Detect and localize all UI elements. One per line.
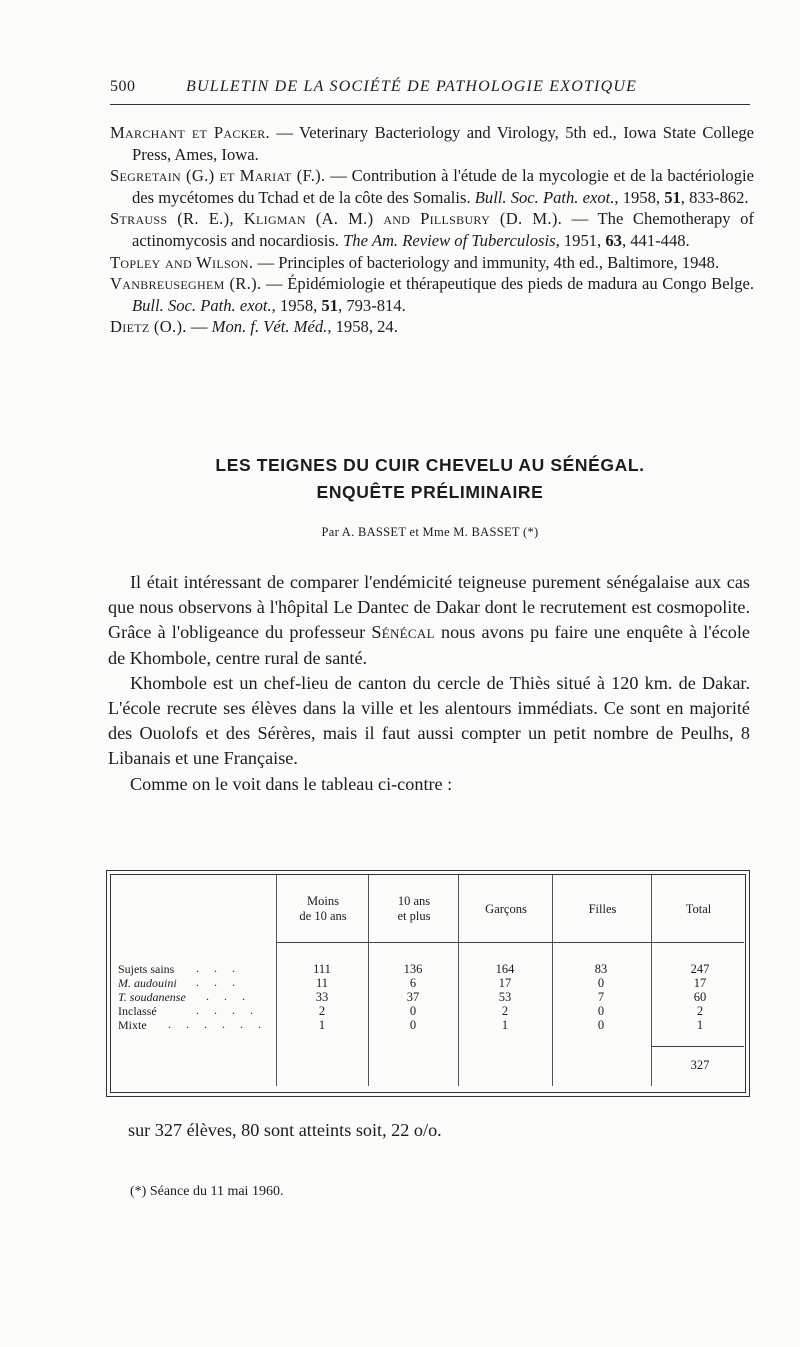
header-boys: Garçons <box>485 902 527 916</box>
footnote: (*) Séance du 11 mai 1960. <box>130 1184 284 1199</box>
header-over-10: 10 ans et plus <box>397 894 431 923</box>
paragraph: Khombole est un chef-lieu de canton du cercle de Thiès situé à 120 km. de Dakar. L'école recrute ses élèves dans la ville et les alentours immédiats. Ce sont en majorité des Ouolofs et des Sérères, mais il faut aussi compter un petit nombre de Peulhs, 8 Libanais et une Française. <box>108 672 750 769</box>
article-title-line1: LES TEIGNES DU CUIR CHEVELU AU SÉNÉGAL. <box>215 455 645 475</box>
header-rule <box>276 942 744 943</box>
column-divider <box>552 875 553 1086</box>
column-divider <box>276 875 277 1086</box>
column-divider <box>651 875 652 1086</box>
journal-title: BULLETIN DE LA SOCIÉTÉ DE PATHOLOGIE EXOTIQUE <box>186 78 638 95</box>
reference-item: Dietz (O.). — Mon. f. Vét. Méd., 1958, 24. <box>110 317 398 337</box>
article-title-line2: ENQUÊTE PRÉLIMINAIRE <box>316 482 544 502</box>
total-rule <box>651 1046 744 1047</box>
header-rule <box>110 104 750 105</box>
reference-item: Topley and Wilson. — Principles of bacteriology and immunity, 4th ed., Baltimore, 1948. <box>110 252 720 272</box>
header-total: Total <box>685 902 712 916</box>
column-divider <box>368 875 369 1086</box>
reference-item: Strauss (R. E.), Kligman (A. M.) and Pillsbury (D. M.). — The Chemotherapy of actinomycosis and nocardiosis. The Am. Review of Tuberculosis, 1951, 63, 441-448. <box>110 209 754 250</box>
reference-item: Segretain (G.) et Mariat (F.). — Contribution à l'étude de la mycologie et de la bactériologie des mycétomes du Tchad et de la côte des Somalis. Bull. Soc. Path. exot., 1958, 51, 833-862. <box>110 166 755 207</box>
paragraph: Comme on le voit dans le tableau ci-contre : <box>130 773 453 794</box>
reference-item: Marchant et Packer. — Veterinary Bacteriology and Virology, 5th ed., Iowa State College Press, Ames, Iowa. <box>110 123 754 164</box>
reference-item: Vanbreuseghem (R.). — Épidémiologie et thérapeutique des pieds de madura au Congo Belge. Bull. Soc. Path. exot., 1958, 51, 793-814. <box>110 274 754 315</box>
article-authors: Par A. BASSET et Mme M. BASSET (*) <box>321 525 539 539</box>
article-body <box>108 570 750 797</box>
header-girls: Filles <box>588 902 617 916</box>
column-divider <box>458 875 459 1086</box>
reference-list <box>110 122 754 338</box>
results-table: Moins de 10 ans 10 ans et plus Garçons Filles Total Sujets sains . . . 111 136 164 83 247 M. audouini . . . 11 6 17 0 17 T. soudanense . . . 33 37 53 7 60 Inclassé . . . . 2 0 2 0 2 Mixte . . . . . . 1 0 1 0 1 327 <box>106 870 750 1098</box>
page-number: 500 <box>110 78 136 95</box>
header-under-10: Moins de 10 ans <box>299 894 347 923</box>
grand-total: 327 <box>690 1058 710 1072</box>
paragraph: Il était intéressant de comparer l'endémicité teigneuse purement sénégalaise aux cas que nous observons à l'hôpital Le Dantec de Dakar dont le recrutement est cosmopolite. Grâce à l'obligeance du professeur Sénécal nous avons pu faire une enquête à l'école de Khombole, centre rural de santé. <box>108 572 750 668</box>
conclusion: sur 327 élèves, 80 sont atteints soit, 22 o/o. <box>128 1120 442 1140</box>
